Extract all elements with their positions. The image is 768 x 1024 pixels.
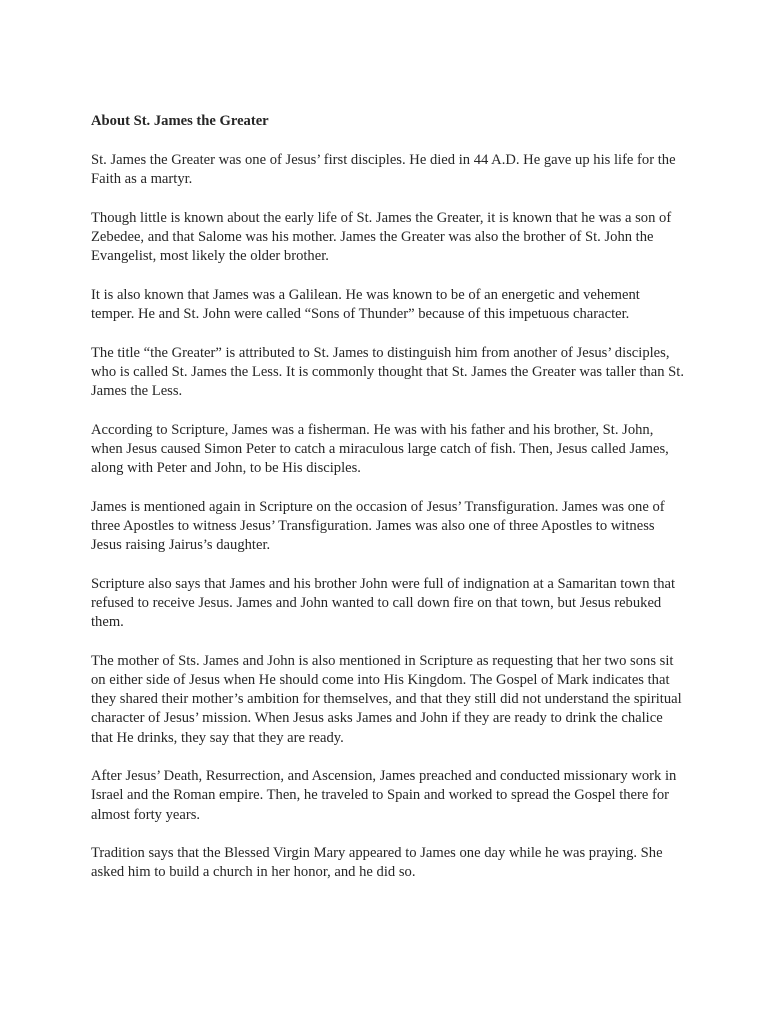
paragraph: After Jesus’ Death, Resurrection, and Ascension, James preached and conducted missionary work in Israel and the Roman empire. Then, he traveled to Spain and worked to spread the Gospel there for almost forty years. <box>91 768 677 823</box>
paragraph: Scripture also says that James and his brother John were full of indignation at a Samaritan town that refused to receive Jesus. James and John wanted to call down fire on that town, but Jesus rebuked them. <box>91 575 676 631</box>
paragraph: Though little is known about the early life of St. James the Greater, it is known that he was a son of Zebedee, and that Salome was his mother. James the Greater was also the brother of St. John the Evangelist, most likely the older brother. <box>91 210 672 265</box>
paragraph: Tradition says that the Blessed Virgin Mary appeared to James one day while he was praying. She asked him to build a church in her honor, and he did so. <box>91 845 663 881</box>
paragraph: It is also known that James was a Galilean. He was known to be of an energetic and vehement temper. He and St. John were called “Sons of Thunder” because of this impetuous character. <box>91 287 640 323</box>
paragraph: According to Scripture, James was a fisherman. He was with his father and his brother, St. John, when Jesus caused Simon Peter to catch a miraculous large catch of fish. Then, Jesus called James, along with Peter and John, to be His disciples. <box>91 421 669 477</box>
paragraph: The mother of Sts. James and John is also mentioned in Scripture as requesting that her two sons sit on either side of Jesus when He should come into His Kingdom. The Gospel of Mark indicates that they shared their mother’s ambition for themselves, and that they still did not understand the spiritual character of Jesus’ mission. When Jesus asks James and John if they are ready to drink the chalice that He drinks, they say that they are ready. <box>91 652 682 746</box>
paragraph: James is mentioned again in Scripture on the occasion of Jesus’ Transfiguration. James was one of three Apostles to witness Jesus’ Transfiguration. James was also one of three Apostles to witness Jesus raising Jairus’s daughter. <box>91 498 665 554</box>
paragraph: St. James the Greater was one of Jesus’ first disciples. He died in 44 A.D. He gave up his life for the Faith as a martyr. <box>91 152 676 188</box>
paragraph: The title “the Greater” is attributed to St. James to distinguish him from another of Jesus’ disciples, who is called St. James the Less. It is commonly thought that St. James the Greater was taller than St. James the Less. <box>91 344 684 400</box>
document-page <box>91 112 685 902</box>
document-title: About St. James the Greater <box>91 113 269 129</box>
